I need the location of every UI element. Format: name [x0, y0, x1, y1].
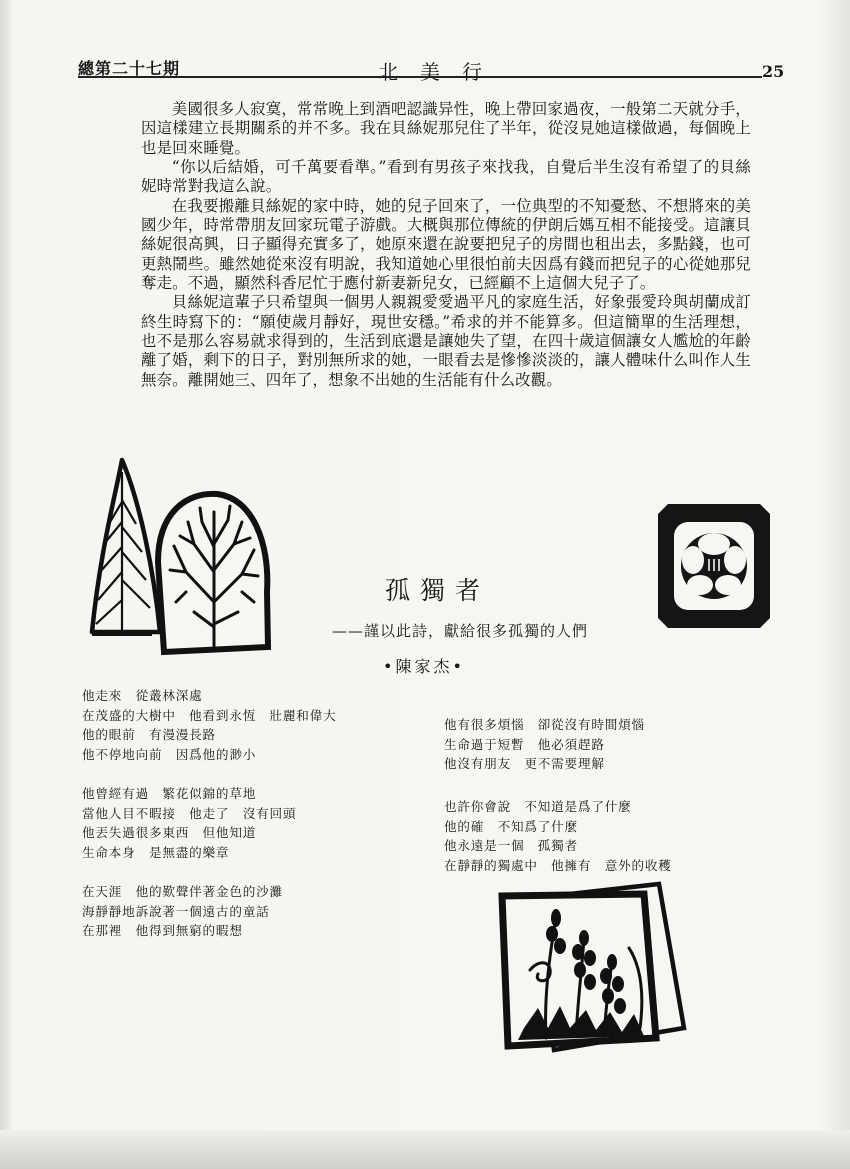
poem-author: •陳家杰•	[383, 657, 465, 676]
poem-dedication: ——謹以此詩，獻給很多孤獨的人們	[332, 622, 589, 640]
poem-line: 他有很多煩惱 卻從沒有時間煩惱	[444, 717, 645, 732]
poem-line: 也許你會說 不知道是爲了什麼	[444, 799, 632, 814]
poem-line: 他曾經有過 繁花似錦的草地	[82, 786, 257, 801]
poem-stanza	[444, 715, 645, 774]
poem-stanza	[82, 686, 336, 764]
poem-line: 在天涯 他的歎聲伴著金色的沙灘	[82, 884, 283, 899]
poem-stanza	[444, 797, 672, 875]
plant-illustration	[494, 878, 694, 1058]
article-paragraph: 貝絲妮這輩子只希望與一個男人親親愛愛過平凡的家庭生活，好象張愛玲與胡蘭成訂終生時寫下的：“願使歲月靜好，現世安穩。”希求的并不能算多。但這簡單的生活理想，也不是那么容易就求得到的，生活到底還是讓她失了望，在四十歲這個讓女人尷尬的年齡離了婚，剩下的日子，對別無所求的她，一眼看去是慘慘淡淡的，讓人體味什么叫作人生無奈。離開她三、四年了，想象不出她的生活能有什么改觀。	[141, 293, 751, 389]
poem-line: 當他人目不暇接 他走了 沒有回頭	[82, 805, 297, 821]
flower-emblem	[654, 500, 774, 632]
page-bottom-edge	[0, 1130, 850, 1169]
poem-line: 在那裡 他得到無窮的暇想	[82, 923, 243, 939]
poem-line: 他沒有朋友 更不需要理解	[444, 756, 605, 772]
header-rule	[78, 76, 762, 78]
poem-line: 在靜靜的獨處中 他擁有 意外的收穫	[444, 857, 672, 873]
poem-line: 他不停地向前 因爲他的渺小	[82, 746, 257, 762]
poem-stanza	[82, 882, 283, 941]
poem-stanza	[82, 784, 296, 862]
issue-number: 總第二十七期	[78, 59, 181, 78]
poem-line: 他丟失過很多東西 但他知道	[82, 825, 257, 841]
article-paragraph: “你以后結婚，可千萬要看準。”看到有男孩子來找我，自覺后半生沒有希望了的貝絲妮時常對我這么說。	[141, 158, 751, 196]
poem-line: 生命過于短暫 他必須趕路	[444, 736, 605, 752]
journal-title: 北美行	[378, 60, 504, 84]
article-paragraph: 在我要搬離貝絲妮的家中時，她的兒子回來了，一位典型的不知憂愁、不想將來的美國少年，時常帶朋友回家玩電子游戲。大概與那位傳統的伊朗后媽互相不能接受。這讓貝絲妮很高興，日子顯得充實多了，她原來還在說要把兒子的房間也租出去，多點錢，也可更熱鬧些。雖然她從來沒有明說，我知道她心里很怕前夫因爲有錢而把兒子的心從她那兒奪走。不過，顯然科香尼忙于應付新妻新兒女，已經顧不上這個大兒子了。	[141, 196, 751, 293]
poem-line: 他的眼前 有漫漫長路	[82, 727, 216, 743]
article-body	[141, 100, 751, 390]
poem-line: 他的確 不知爲了什麼	[444, 818, 578, 834]
poem-line: 生命本身 是無盡的樂章	[82, 844, 230, 860]
poem-line: 在茂盛的大樹中 他看到永恆 壯麗和偉大	[82, 707, 337, 723]
trees-illustration	[82, 452, 292, 667]
page-number: 25	[762, 62, 785, 81]
poem-title: 孤獨者	[385, 576, 491, 605]
poem-line: 他走來 從叢林深處	[82, 688, 203, 703]
poem-line: 海靜靜地訴說著一個遠古的童話	[82, 903, 270, 919]
article-paragraph: 美國很多人寂寞，常常晚上到酒吧認識异性，晚上帶回家過夜，一般第二天就分手，因這樣建立長期關系的并不多。我在貝絲妮那兒住了半年，從沒見她這樣做過，每個晚上也是回來睡覺。	[141, 100, 751, 157]
poem-line: 他永遠是一個 孤獨者	[444, 838, 578, 854]
